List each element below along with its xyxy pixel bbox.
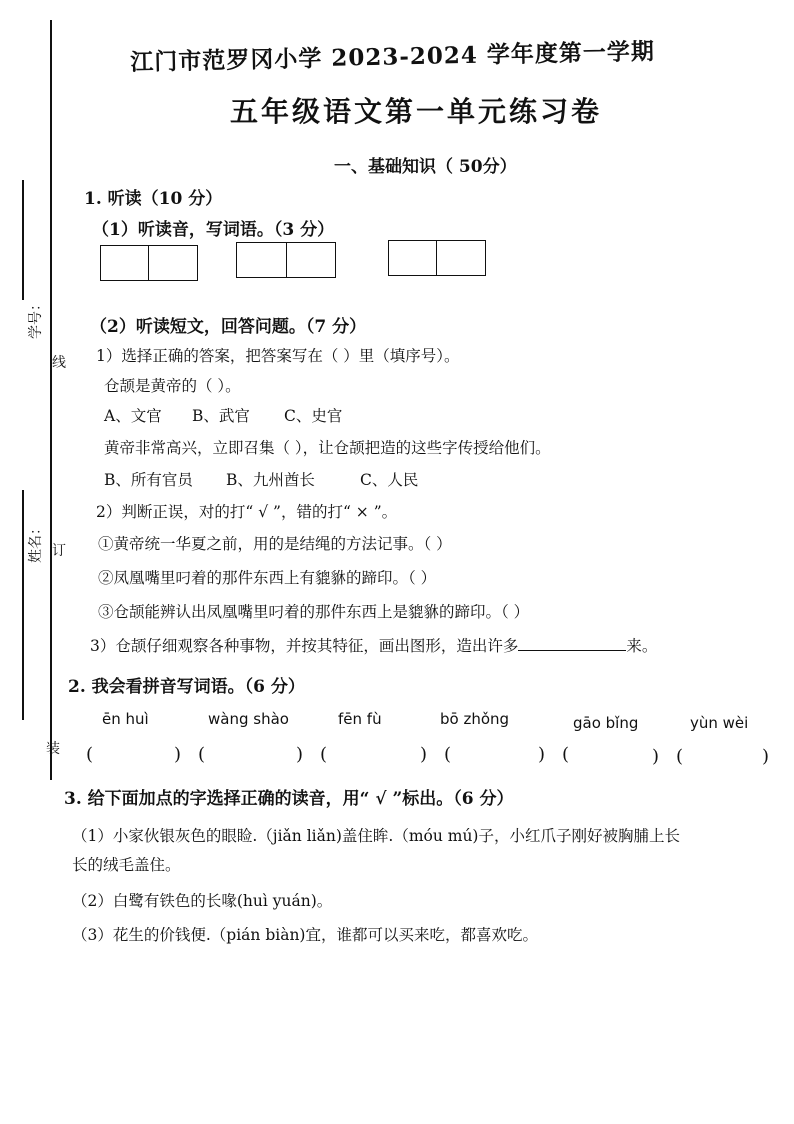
- q1-option-b: B、武官: [192, 407, 250, 425]
- student-number-label: 学号：: [28, 297, 44, 339]
- judge-item-3: ③仓颉能辨认出凤凰嘴里叼着的那件东西上是貔貅的蹄印。（ ）: [98, 603, 530, 621]
- stitch-mark: 装: [46, 741, 60, 757]
- answer-box-3[interactable]: [388, 240, 486, 276]
- q1-sub3-tail: 来。: [626, 637, 658, 655]
- answer-box-2[interactable]: [236, 242, 336, 278]
- pinyin-6: yùn wèi: [690, 714, 749, 732]
- answer-paren-open-2: (: [198, 744, 206, 765]
- q1-part2-heading: （2）听读短文，回答问题。（7 分）: [90, 317, 367, 337]
- answer-paren-open-6: (: [676, 746, 684, 767]
- q1-part1-heading: （1）听读音，写词语。（3 分）: [92, 220, 335, 240]
- q3-item3: （3）花生的价钱便.（pián biàn)宜，谁都可以买来吃，都喜欢吃。: [72, 926, 538, 944]
- q1-heading: 1. 听读（10 分）: [84, 189, 223, 209]
- q1-option-a: A、文官: [104, 407, 162, 425]
- q1-sub2-instruction: 2）判断正误，对的打“ √ ”，错的打“ × ”。: [96, 503, 398, 521]
- q3-heading: 3. 给下面加点的字选择正确的读音，用“ √ ”标出。（6 分）: [64, 789, 514, 809]
- binding-line: [50, 20, 52, 780]
- answer-paren-close-2: ): [296, 744, 304, 765]
- q1-sub1-instruction: 1）选择正确的答案，把答案写在（ ）里（填序号）。: [96, 347, 460, 365]
- answer-paren-close-3: ): [420, 744, 428, 765]
- pinyin-4: bō zhǒng: [440, 710, 510, 728]
- judge-item-1: ①黄帝统一华夏之前，用的是结绳的方法记事。（ ）: [98, 535, 452, 553]
- q1-sub3-text: 3）仓颉仔细观察各种事物，并按其特征，画出图形，造出许多: [90, 637, 519, 655]
- answer-paren-close-5: ): [652, 746, 660, 767]
- q3-item1-line2: 长的绒毛盖住。: [72, 856, 181, 874]
- fill-blank[interactable]: [518, 636, 626, 651]
- pinyin-2: wàng shào: [208, 710, 289, 728]
- pinyin-3: fēn fù: [338, 710, 382, 728]
- q2-heading: 2. 我会看拼音写词语。（6 分）: [68, 677, 305, 697]
- answer-paren-open-3: (: [320, 744, 328, 765]
- answer-box-1[interactable]: [100, 245, 198, 281]
- q1-sub3-line: [90, 634, 657, 656]
- school-title: 江门市范罗冈小学 2023-2024 学年度第一学期: [130, 38, 656, 76]
- line-mark: 线: [52, 355, 66, 371]
- name-label: 姓名：: [28, 521, 44, 563]
- pinyin-1: ēn huì: [102, 710, 149, 728]
- pinyin-5: gāo bǐng: [573, 714, 639, 732]
- answer-paren-close-4: ): [538, 744, 546, 765]
- section-heading: 一、基础知识（ 50分）: [334, 157, 517, 177]
- exam-title: 五年级语文第一单元练习卷: [230, 95, 603, 128]
- q1-option-c: C、史官: [284, 407, 343, 425]
- q2-option-c: C、人民: [360, 471, 419, 489]
- answer-paren-close-6: ): [762, 746, 770, 767]
- q2-option-a: B、所有官员: [104, 471, 193, 489]
- q3-item1-line1: （1）小家伙银灰色的眼睑.（jiǎn liǎn)盖住眸.（móu mú)子，小红爪子刚好被胸脯上长: [72, 827, 680, 845]
- answer-paren-close-1: ): [174, 744, 182, 765]
- q2-option-b: B、九州酋长: [226, 471, 315, 489]
- student-id-blank-line: [22, 490, 24, 720]
- answer-paren-open-4: (: [444, 744, 452, 765]
- judge-item-2: ②凤凰嘴里叼着的那件东西上有貔貅的蹄印。（ ）: [98, 569, 437, 587]
- answer-paren-open-1: (: [86, 744, 94, 765]
- bind-mark: 订: [52, 543, 66, 559]
- q1-sub1-question2: 黄帝非常高兴，立即召集（ ），让仓颉把造的这些字传授给他们。: [104, 439, 551, 457]
- q1-sub1-question1: 仓颉是黄帝的（ ）。: [104, 377, 241, 395]
- q3-item2: （2）白鹭有铁色的长喙(huì yuán)。: [72, 892, 333, 910]
- answer-paren-open-5: (: [562, 744, 570, 765]
- name-blank-line: [22, 180, 24, 300]
